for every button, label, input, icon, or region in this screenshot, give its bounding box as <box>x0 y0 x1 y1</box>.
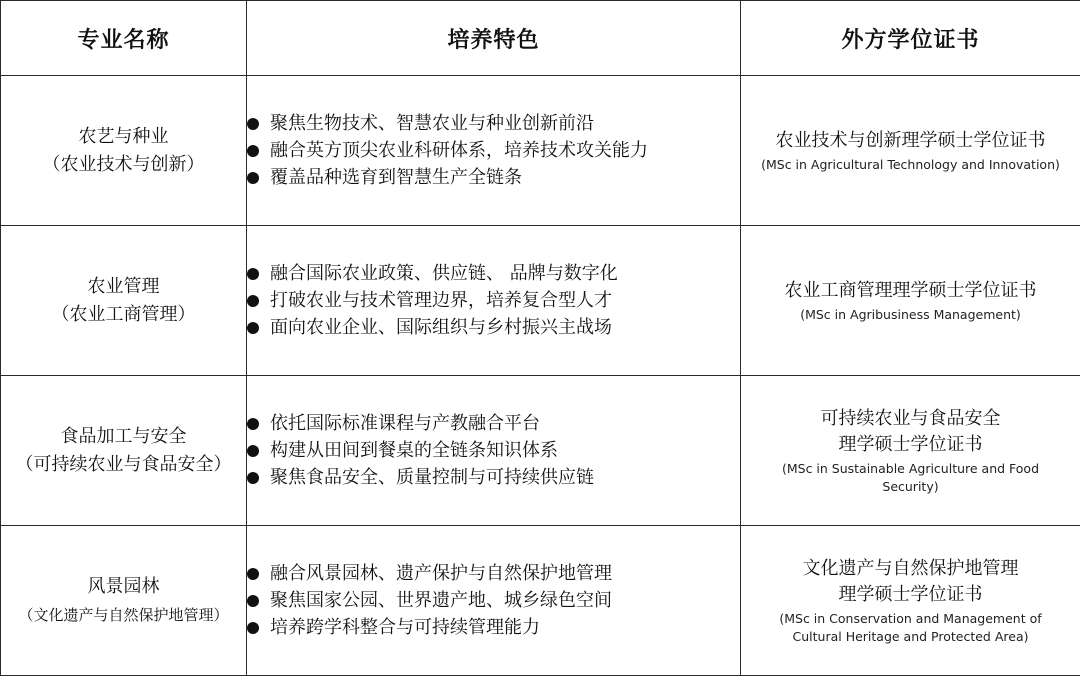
feature-text: 打破农业与技术管理边界，培养复合型人才 <box>270 290 612 311</box>
features-cell <box>247 76 741 226</box>
feature-text: 融合英方顶尖农业科研体系，培养技术攻关能力 <box>270 140 648 161</box>
major-name: 食品加工与安全 <box>60 425 187 447</box>
bullet-icon <box>247 268 259 280</box>
degree-cell <box>741 76 1080 226</box>
feature-item <box>247 164 740 191</box>
feature-item <box>247 137 740 164</box>
header-major: 专业名称 <box>1 1 247 76</box>
features-list <box>247 110 740 191</box>
feature-text: 聚焦国家公园、世界遗产地、城乡绿色空间 <box>270 590 612 611</box>
feature-text: 融合风景园林、遗产保护与自然保护地管理 <box>270 563 612 584</box>
bullet-icon <box>247 418 259 430</box>
major-subname: （农业技术与创新） <box>42 153 205 175</box>
feature-text: 聚焦生物技术、智慧农业与种业创新前沿 <box>270 113 594 134</box>
degree-en: (MSc in Agricultural Technology and Innovation) <box>761 156 1060 172</box>
bullet-icon <box>247 445 259 457</box>
degree-en-line2: Security) <box>882 478 939 494</box>
feature-item <box>247 587 740 614</box>
feature-item <box>247 110 740 137</box>
table-row <box>1 226 1080 376</box>
feature-text: 依托国际标准课程与产教融合平台 <box>270 413 540 434</box>
degree-en: (MSc in Agribusiness Management) <box>800 306 1021 322</box>
feature-text: 覆盖品种选育到智慧生产全链条 <box>270 167 522 188</box>
bullet-icon <box>247 322 259 334</box>
header-row <box>1 1 1080 76</box>
degree-cn: 农业技术与创新理学硕士学位证书 <box>775 129 1046 151</box>
feature-item <box>247 287 740 314</box>
degree-cn: 农业工商管理理学硕士学位证书 <box>784 279 1037 301</box>
degree-en <box>741 460 1080 496</box>
feature-item <box>247 560 740 587</box>
features-cell <box>247 526 741 676</box>
major-cell <box>1 376 247 526</box>
degree-cn-line2: 理学硕士学位证书 <box>838 583 983 605</box>
degree-cell <box>741 376 1080 526</box>
feature-item <box>247 314 740 341</box>
bullet-icon <box>247 118 259 130</box>
degree-en-line1: (MSc in Conservation and Management of <box>779 610 1042 626</box>
header-features: 培养特色 <box>247 1 741 76</box>
degree-cn: 可持续农业与食品安全 <box>820 407 1001 429</box>
features-list <box>247 260 740 341</box>
feature-text: 聚焦食品安全、质量控制与可持续供应链 <box>270 467 594 488</box>
bullet-icon <box>247 172 259 184</box>
table-row <box>1 76 1080 226</box>
feature-item <box>247 464 740 491</box>
major-cell <box>1 526 247 676</box>
major-cell <box>1 226 247 376</box>
major-name: 风景园林 <box>87 575 160 597</box>
degree-en-line1: (MSc in Sustainable Agriculture and Food <box>781 460 1040 476</box>
major-name: 农艺与种业 <box>78 125 169 147</box>
bullet-icon <box>247 622 259 634</box>
degree-cell <box>741 226 1080 376</box>
feature-text: 培养跨学科整合与可持续管理能力 <box>270 617 540 638</box>
major-subname: （文化遗产与自然保护地管理） <box>18 605 229 624</box>
major-subname: （可持续农业与食品安全） <box>15 453 232 475</box>
major-cell <box>1 76 247 226</box>
features-cell <box>247 376 741 526</box>
major-name: 农业管理 <box>87 275 160 297</box>
feature-item <box>247 437 740 464</box>
bullet-icon <box>247 472 259 484</box>
degree-en <box>741 610 1080 646</box>
bullet-icon <box>247 145 259 157</box>
feature-item <box>247 410 740 437</box>
features-cell <box>247 226 741 376</box>
degree-cn: 文化遗产与自然保护地管理 <box>802 557 1019 579</box>
features-list <box>247 410 740 491</box>
header-degree: 外方学位证书 <box>741 1 1080 76</box>
bullet-icon <box>247 595 259 607</box>
feature-item <box>247 260 740 287</box>
bullet-icon <box>247 295 259 307</box>
table-row <box>1 526 1080 676</box>
table-row <box>1 376 1080 526</box>
degree-cell <box>741 526 1080 676</box>
feature-item <box>247 614 740 641</box>
degree-cn-line2: 理学硕士学位证书 <box>838 433 983 455</box>
features-list <box>247 560 740 641</box>
major-subname: （农业工商管理） <box>51 303 196 325</box>
bullet-icon <box>247 568 259 580</box>
feature-text: 构建从田间到餐桌的全链条知识体系 <box>270 440 558 461</box>
degree-en-line2: Cultural Heritage and Protected Area) <box>792 628 1029 644</box>
feature-text: 面向农业企业、国际组织与乡村振兴主战场 <box>270 317 612 338</box>
feature-text: 融合国际农业政策、供应链、 品牌与数字化 <box>270 263 618 284</box>
